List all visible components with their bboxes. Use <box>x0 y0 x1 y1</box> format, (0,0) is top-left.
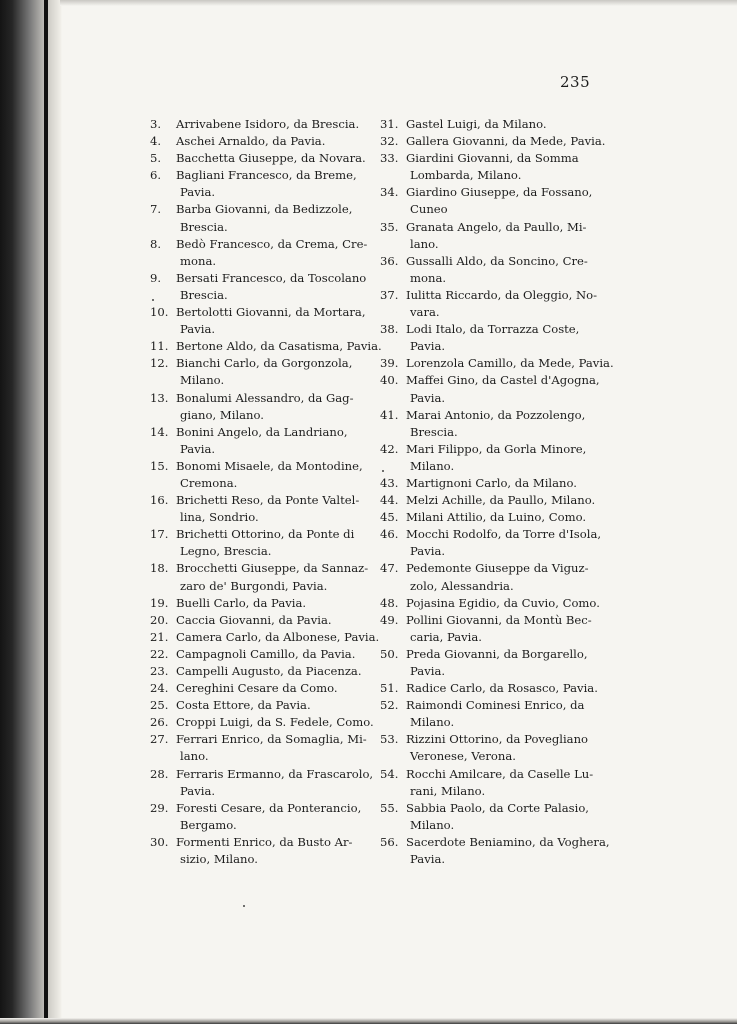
entry-name-line: Bonalumi Alessandro, da Gag- <box>176 390 354 405</box>
entry-number: 47. <box>380 561 399 576</box>
entry-continuation-line: Pavia. <box>180 322 216 337</box>
list-entry <box>150 458 380 492</box>
list-entry <box>150 355 380 389</box>
entry-number: 31. <box>380 117 399 131</box>
entry-number: 15. <box>150 458 169 473</box>
entry-continuation-line: Pavia. <box>180 441 216 456</box>
list-entry <box>150 526 380 560</box>
entry-name-line: Bedò Francesco, da Crema, Cre- <box>176 236 368 251</box>
entry-name-line: Bertone Aldo, da Casatisma, Pavia. <box>176 339 382 354</box>
entry-name-line: Bagliani Francesco, da Breme, <box>176 168 357 183</box>
entry-number: 34. <box>380 185 399 200</box>
list-entry <box>150 201 380 235</box>
entry-name-line: Lodi Italo, da Torrazza Coste, <box>406 322 580 337</box>
entry-continuation-line: Milano. <box>410 817 455 832</box>
list-entry <box>150 167 380 201</box>
entry-name-line: Pojasina Egidio, da Cuvio, Como. <box>406 595 600 610</box>
entry-number: 38. <box>380 322 399 337</box>
entry-continuation-line: zolo, Alessandria. <box>410 578 514 593</box>
list-entry <box>150 390 380 424</box>
list-entry <box>380 680 598 697</box>
paper-speck <box>243 905 245 907</box>
entry-continuation-line: mona. <box>410 270 447 285</box>
entry-name-line: Brichetti Reso, da Ponte Valtel- <box>176 493 360 508</box>
entry-continuation-line: Pavia. <box>410 390 446 405</box>
entry-number: 13. <box>150 390 169 405</box>
entry-number: 43. <box>380 475 399 490</box>
list-entry <box>380 441 598 475</box>
entry-name-line: Formenti Enrico, da Busto Ar- <box>176 834 353 849</box>
list-entry <box>150 800 380 834</box>
entry-continuation-line: Bergamo. <box>180 817 237 832</box>
entry-number: 24. <box>150 681 169 696</box>
list-entry <box>150 629 380 646</box>
entry-number: 42. <box>380 441 399 456</box>
list-entry <box>150 133 380 150</box>
list-entry <box>150 236 380 270</box>
entry-name-line: Rocchi Amilcare, da Caselle Lu- <box>406 766 594 781</box>
entry-name-line: Campelli Augusto, da Piacenza. <box>176 664 362 678</box>
page-number: 235 <box>560 73 591 91</box>
list-entry <box>150 595 380 612</box>
entry-continuation-line: Legno, Brescia. <box>180 544 272 559</box>
entry-name-line: Raimondi Cominesi Enrico, da <box>406 698 585 713</box>
entry-number: 22. <box>150 646 169 661</box>
binding-edge-line <box>44 0 48 1024</box>
entry-continuation-line: zaro de' Burgondi, Pavia. <box>180 578 328 593</box>
entry-number: 21. <box>150 629 169 644</box>
page-top-edge <box>60 0 737 6</box>
entry-number: 18. <box>150 561 169 576</box>
entry-number: 52. <box>380 698 399 713</box>
entry-name-line: Mari Filippo, da Gorla Minore, <box>406 441 587 456</box>
entry-continuation-line: Pavia. <box>410 544 446 559</box>
name-list-right-column <box>380 116 614 868</box>
list-entry <box>380 407 598 441</box>
entry-continuation-line: Pavia. <box>410 664 446 678</box>
entry-number: 19. <box>150 595 169 610</box>
entry-number: 29. <box>150 800 169 815</box>
entry-continuation-line: caria, Pavia. <box>410 629 482 644</box>
entry-continuation-line: giano, Milano. <box>180 407 264 422</box>
list-entry <box>380 509 598 526</box>
entry-number: 20. <box>150 612 169 627</box>
entry-number: 8. <box>150 236 162 251</box>
entry-name-line: Bonini Angelo, da Landriano, <box>176 424 348 439</box>
entry-name-line: Melzi Achille, da Paullo, Milano. <box>406 493 596 508</box>
list-entry <box>380 321 598 355</box>
entry-continuation-line: Pavia. <box>180 783 216 798</box>
entry-number: 3. <box>150 117 162 131</box>
entry-continuation-line: lano. <box>410 236 439 251</box>
list-entry <box>150 424 380 458</box>
entry-number: 53. <box>380 732 399 747</box>
entry-name-line: Giardino Giuseppe, da Fossano, <box>406 185 593 200</box>
entry-continuation-line: Pavia. <box>180 185 216 200</box>
entry-name-line: Martignoni Carlo, da Milano. <box>406 475 577 490</box>
entry-name-line: Mocchi Rodolfo, da Torre d'Isola, <box>406 527 602 542</box>
entry-name-line: Cereghini Cesare da Como. <box>176 681 338 696</box>
list-entry <box>380 355 614 372</box>
entry-continuation-line: lano. <box>180 749 209 764</box>
entry-number: 9. <box>150 270 162 285</box>
entry-name-line: Lorenzola Camillo, da Mede, Pavia. <box>406 356 614 371</box>
entry-continuation-line: lina, Sondrio. <box>180 510 259 525</box>
entry-number: 14. <box>150 424 169 439</box>
entry-number: 44. <box>380 493 399 508</box>
list-entry <box>380 150 598 184</box>
entry-name-line: Bersati Francesco, da Toscolano <box>176 270 367 285</box>
entry-continuation-line: Brescia. <box>180 219 228 234</box>
entry-continuation-line: Milano. <box>180 373 225 388</box>
entry-number: 10. <box>150 305 169 320</box>
entry-continuation-line: Milano. <box>410 715 455 730</box>
entry-name-line: Costa Ettore, da Pavia. <box>176 698 311 713</box>
entry-number: 23. <box>150 664 169 678</box>
list-entry <box>150 304 380 338</box>
entry-number: 41. <box>380 407 399 422</box>
list-entry <box>380 133 606 150</box>
list-entry <box>380 526 602 560</box>
entry-number: 4. <box>150 134 162 149</box>
entry-number: 56. <box>380 834 399 849</box>
entry-name-line: Caccia Giovanni, da Pavia. <box>176 612 332 627</box>
entry-number: 46. <box>380 527 399 542</box>
entry-number: 45. <box>380 510 399 525</box>
page-bottom-edge <box>0 1018 737 1024</box>
entry-continuation-line: rani, Milano. <box>410 783 486 798</box>
list-entry <box>380 219 598 253</box>
entry-name-line: Granata Angelo, da Paullo, Mi- <box>406 219 587 234</box>
entry-name-line: Brichetti Ottorino, da Ponte di <box>176 527 355 542</box>
book-binding-shadow <box>0 0 62 1024</box>
entry-continuation-line: sizio, Milano. <box>180 852 258 867</box>
entry-number: 6. <box>150 168 162 183</box>
entry-number: 49. <box>380 612 399 627</box>
entry-name-line: Bianchi Carlo, da Gorgonzola, <box>176 356 353 371</box>
entry-number: 7. <box>150 202 162 217</box>
list-entry <box>150 612 380 629</box>
entry-name-line: Gallera Giovanni, da Mede, Pavia. <box>406 134 606 149</box>
paper-speck <box>382 470 384 472</box>
list-entry <box>380 612 598 646</box>
entry-number: 32. <box>380 134 399 149</box>
entry-name-line: Radice Carlo, da Rosasco, Pavia. <box>406 681 598 696</box>
list-entry <box>150 270 380 304</box>
list-entry <box>380 697 598 731</box>
name-list-left-column <box>150 116 380 868</box>
entry-name-line: Campagnoli Camillo, da Pavia. <box>176 646 356 661</box>
entry-name-line: Sacerdote Beniamino, da Voghera, <box>406 834 610 849</box>
list-entry <box>380 372 598 406</box>
entry-number: 51. <box>380 681 399 696</box>
list-entry <box>150 492 380 526</box>
list-entry <box>380 766 598 800</box>
list-entry <box>150 338 380 355</box>
list-entry <box>380 731 598 765</box>
list-entry <box>150 834 380 868</box>
list-entry <box>150 731 380 765</box>
entry-number: 55. <box>380 800 399 815</box>
list-entry <box>150 150 380 167</box>
entry-number: 54. <box>380 766 399 781</box>
entry-name-line: Rizzini Ottorino, da Povegliano <box>406 732 589 747</box>
entry-name-line: Preda Giovanni, da Borgarello, <box>406 646 588 661</box>
entry-name-line: Gussalli Aldo, da Soncino, Cre- <box>406 253 588 268</box>
entry-number: 50. <box>380 646 399 661</box>
entry-number: 5. <box>150 151 162 166</box>
entry-continuation-line: Veronese, Verona. <box>410 749 516 764</box>
list-entry <box>380 646 598 680</box>
entry-name-line: Marai Antonio, da Pozzolengo, <box>406 407 586 422</box>
list-entry <box>380 287 598 321</box>
entry-number: 30. <box>150 834 169 849</box>
entry-number: 27. <box>150 732 169 747</box>
entry-number: 16. <box>150 493 169 508</box>
entry-continuation-line: Cremona. <box>180 475 238 490</box>
list-entry <box>380 560 598 594</box>
entry-continuation-line: Milano. <box>410 458 455 473</box>
entry-name-line: Arrivabene Isidoro, da Brescia. <box>176 117 360 131</box>
list-entry <box>380 184 598 218</box>
entry-name-line: Bertolotti Giovanni, da Mortara, <box>176 305 366 320</box>
entry-number: 48. <box>380 595 399 610</box>
entry-name-line: Giardini Giovanni, da Somma <box>406 151 579 166</box>
entry-name-line: Croppi Luigi, da S. Fedele, Como. <box>176 715 374 730</box>
list-entry <box>380 492 598 509</box>
entry-name-line: Milani Attilio, da Luino, Como. <box>406 510 587 525</box>
entry-continuation-line: Pavia. <box>410 339 446 354</box>
entry-name-line: Aschei Arnaldo, da Pavia. <box>176 134 326 149</box>
entry-continuation-line: Brescia. <box>180 287 228 302</box>
entry-name-line: Ferraris Ermanno, da Frascarolo, <box>176 766 374 781</box>
entry-name-line: Gastel Luigi, da Milano. <box>406 117 547 131</box>
list-entry <box>380 475 598 492</box>
list-entry <box>150 766 380 800</box>
entry-name-line: Bonomi Misaele, da Montodine, <box>176 458 363 473</box>
entry-continuation-line: vara. <box>410 305 440 320</box>
entry-continuation-line: Lombarda, Milano. <box>410 168 522 183</box>
entry-number: 28. <box>150 766 169 781</box>
entry-name-line: Brocchetti Giuseppe, da Sannaz- <box>176 561 369 576</box>
list-entry <box>150 697 380 714</box>
entry-continuation-line: Cuneo <box>410 202 448 217</box>
list-entry <box>150 646 380 663</box>
entry-number: 37. <box>380 287 399 302</box>
entry-number: 12. <box>150 356 169 371</box>
entry-number: 35. <box>380 219 399 234</box>
entry-number: 25. <box>150 698 169 713</box>
entry-name-line: Ferrari Enrico, da Somaglia, Mi- <box>176 732 367 747</box>
list-entry <box>150 714 380 731</box>
entry-name-line: Buelli Carlo, da Pavia. <box>176 595 307 610</box>
entry-name-line: Maffei Gino, da Castel d'Agogna, <box>406 373 600 388</box>
list-entry <box>150 663 380 680</box>
entry-continuation-line: Pavia. <box>410 852 446 867</box>
list-entry <box>380 116 598 133</box>
list-entry <box>380 253 598 287</box>
entry-name-line: Camera Carlo, da Albonese, Pavia. <box>176 629 380 644</box>
entry-name-line: Foresti Cesare, da Ponterancio, <box>176 800 362 815</box>
list-entry <box>150 680 380 697</box>
entry-number: 36. <box>380 253 399 268</box>
entry-number: 33. <box>380 151 399 166</box>
entry-name-line: Pedemonte Giuseppe da Viguz- <box>406 561 589 576</box>
entry-number: 11. <box>150 339 169 354</box>
entry-number: 39. <box>380 356 399 371</box>
entry-name-line: Sabbia Paolo, da Corte Palasio, <box>406 800 589 815</box>
entry-number: 17. <box>150 527 169 542</box>
entry-name-line: Barba Giovanni, da Bedizzole, <box>176 202 353 217</box>
entry-continuation-line: mona. <box>180 253 217 268</box>
entry-number: 26. <box>150 715 169 730</box>
list-entry <box>380 834 610 868</box>
list-entry <box>380 800 598 834</box>
entry-number: 40. <box>380 373 399 388</box>
entry-name-line: Iulitta Riccardo, da Oleggio, No- <box>406 287 598 302</box>
entry-continuation-line: Brescia. <box>410 424 458 439</box>
list-entry <box>150 560 380 594</box>
entry-name-line: Bacchetta Giuseppe, da Novara. <box>176 151 366 166</box>
list-entry <box>380 595 598 612</box>
list-entry <box>150 116 380 133</box>
paper-speck <box>152 299 154 301</box>
entry-name-line: Pollini Giovanni, da Montù Bec- <box>406 612 592 627</box>
